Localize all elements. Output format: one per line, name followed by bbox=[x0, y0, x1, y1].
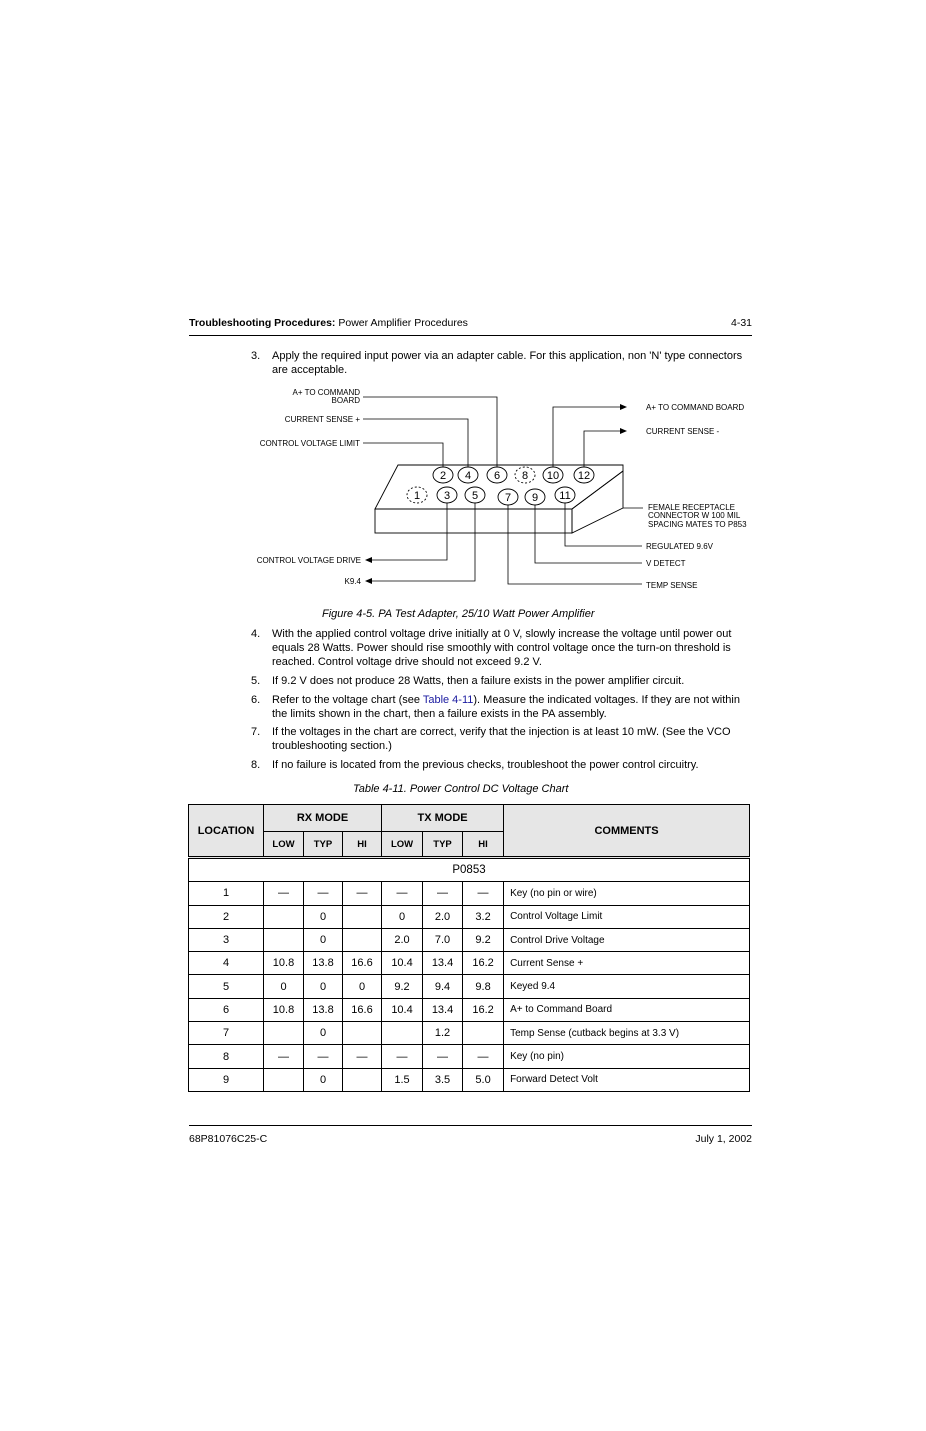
cell-rx-hi bbox=[343, 1068, 382, 1091]
cell-location: 8 bbox=[189, 1045, 264, 1068]
arrow-icon bbox=[365, 557, 372, 563]
cell-comment: Control Voltage Limit bbox=[504, 905, 750, 928]
col-rx-mode: RX MODE bbox=[264, 805, 382, 832]
cell-tx-hi: 9.8 bbox=[463, 975, 504, 998]
cell-comment: A+ to Command Board bbox=[504, 998, 750, 1021]
cell-rx-low: — bbox=[264, 882, 304, 905]
label-female-receptacle: FEMALE RECEPTACLE bbox=[648, 503, 735, 512]
label-regulated: REGULATED 9.6V bbox=[646, 542, 713, 551]
label-temp-sense: TEMP SENSE bbox=[646, 581, 698, 590]
cell-rx-typ: 13.8 bbox=[304, 998, 343, 1021]
cell-tx-typ: 9.4 bbox=[423, 975, 463, 998]
label-a-plus-right: A+ TO COMMAND BOARD bbox=[646, 403, 745, 412]
step-4 bbox=[251, 627, 746, 669]
table-row bbox=[189, 952, 750, 975]
group-label: P0853 bbox=[189, 858, 750, 882]
col-location: LOCATION bbox=[189, 805, 264, 858]
cell-tx-typ: — bbox=[423, 1045, 463, 1068]
step-8 bbox=[251, 758, 746, 772]
cell-rx-typ: 0 bbox=[304, 905, 343, 928]
cell-rx-hi bbox=[343, 905, 382, 928]
label-a-plus-left: A+ TO COMMAND bbox=[292, 388, 360, 397]
cell-location: 1 bbox=[189, 882, 264, 905]
cell-tx-hi: — bbox=[463, 882, 504, 905]
cell-rx-low: — bbox=[264, 1045, 304, 1068]
table-row bbox=[189, 1045, 750, 1068]
step-number: 8. bbox=[251, 759, 261, 771]
label-k94: K9.4 bbox=[344, 577, 361, 586]
label-control-voltage-limit: CONTROL VOLTAGE LIMIT bbox=[259, 439, 360, 448]
pin-label: 6 bbox=[493, 470, 501, 482]
voltage-chart-table bbox=[188, 804, 750, 1092]
step-text: If the voltages in the chart are correct, verify that the injection is at least 10 mW. (See the VCO troubleshooting section.) bbox=[272, 726, 731, 752]
cell-rx-typ: 0 bbox=[304, 975, 343, 998]
footer-rule bbox=[189, 1125, 752, 1126]
cell-tx-typ: 7.0 bbox=[423, 928, 463, 951]
cell-tx-hi bbox=[463, 1022, 504, 1045]
label-current-sense-minus: CURRENT SENSE - bbox=[646, 427, 720, 436]
arrow-icon bbox=[365, 578, 372, 584]
cell-location: 7 bbox=[189, 1022, 264, 1045]
cell-tx-low: — bbox=[382, 1045, 423, 1068]
leader-temp-sense bbox=[508, 505, 642, 584]
cell-rx-hi: 0 bbox=[343, 975, 382, 998]
leader-regulated bbox=[565, 503, 642, 546]
cell-rx-low bbox=[264, 1022, 304, 1045]
cell-rx-low bbox=[264, 905, 304, 928]
cell-location: 5 bbox=[189, 975, 264, 998]
label-a-plus-left-board: BOARD bbox=[331, 396, 360, 405]
table-row bbox=[189, 975, 750, 998]
table-caption: Table 4-11. Power Control DC Voltage Chart bbox=[353, 783, 569, 795]
cell-rx-typ: 0 bbox=[304, 1068, 343, 1091]
cell-rx-hi: — bbox=[343, 882, 382, 905]
step-number: 3. bbox=[251, 350, 261, 362]
table-row bbox=[189, 1068, 750, 1091]
doc-number: 68P81076C25-C bbox=[189, 1133, 268, 1145]
cell-comment: Temp Sense (cutback begins at 3.3 V) bbox=[504, 1022, 750, 1045]
table-row bbox=[189, 928, 750, 951]
leader-k94 bbox=[372, 503, 475, 581]
cell-location: 3 bbox=[189, 928, 264, 951]
cell-tx-hi: 16.2 bbox=[463, 952, 504, 975]
label-current-sense-plus: CURRENT SENSE + bbox=[284, 415, 360, 424]
pa-test-adapter-figure bbox=[250, 385, 760, 595]
cell-tx-low: 10.4 bbox=[382, 998, 423, 1021]
cell-tx-hi: — bbox=[463, 1045, 504, 1068]
pin-label: 5 bbox=[471, 490, 479, 502]
table-body bbox=[189, 882, 750, 1092]
step-number: 4. bbox=[251, 628, 261, 640]
cell-tx-hi: 16.2 bbox=[463, 998, 504, 1021]
col-rx-low: LOW bbox=[264, 832, 304, 858]
cell-rx-low bbox=[264, 1068, 304, 1091]
cell-rx-low: 10.8 bbox=[264, 952, 304, 975]
cell-rx-typ: — bbox=[304, 882, 343, 905]
cell-comment: Control Drive Voltage bbox=[504, 928, 750, 951]
cell-tx-typ: 2.0 bbox=[423, 905, 463, 928]
arrow-icon bbox=[620, 404, 627, 410]
cell-tx-low: 0 bbox=[382, 905, 423, 928]
cell-rx-low bbox=[264, 928, 304, 951]
col-comments: COMMENTS bbox=[504, 805, 750, 858]
step-6 bbox=[251, 693, 746, 721]
label-female-receptacle: SPACING MATES TO P853 bbox=[648, 520, 747, 529]
step-text: Apply the required input power via an adapter cable. For this application, non 'N' type connectors are acceptable. bbox=[272, 350, 743, 376]
pin-label: 3 bbox=[443, 490, 451, 502]
step-text: Refer to the voltage chart (see Table 4-11). Measure the indicated voltages. If they are not within the limits shown in the chart, then a failure exists in the PA assembly. bbox=[272, 694, 740, 720]
cell-tx-typ: — bbox=[423, 882, 463, 905]
cell-tx-low: 2.0 bbox=[382, 928, 423, 951]
step-number: 7. bbox=[251, 726, 261, 738]
leader-a-plus-left bbox=[363, 397, 497, 467]
cell-tx-hi: 5.0 bbox=[463, 1068, 504, 1091]
running-header-section: Troubleshooting Procedures: Power Amplifier Procedures bbox=[189, 317, 468, 329]
leader-current-sense-minus bbox=[584, 431, 620, 467]
cell-tx-low: 1.5 bbox=[382, 1068, 423, 1091]
cell-rx-typ: 0 bbox=[304, 1022, 343, 1045]
arrow-icon bbox=[620, 428, 627, 434]
cell-rx-low: 10.8 bbox=[264, 998, 304, 1021]
cell-tx-low: 10.4 bbox=[382, 952, 423, 975]
col-tx-hi: HI bbox=[463, 832, 504, 858]
cell-rx-hi: — bbox=[343, 1045, 382, 1068]
cell-comment: Key (no pin) bbox=[504, 1045, 750, 1068]
table-4-11-link[interactable]: Table 4-11 bbox=[422, 694, 474, 706]
figure-caption: Figure 4-5. PA Test Adapter, 25/10 Watt Power Amplifier bbox=[322, 608, 595, 620]
step-number: 6. bbox=[251, 694, 261, 706]
label-female-receptacle: CONNECTOR W 100 MIL bbox=[648, 511, 741, 520]
pin-label: 1 bbox=[413, 490, 421, 502]
table-row bbox=[189, 905, 750, 928]
leader-control-voltage-limit bbox=[363, 443, 443, 467]
col-tx-typ: TYP bbox=[423, 832, 463, 858]
pin-label: 12 bbox=[577, 470, 591, 482]
leader-control-voltage-drive bbox=[372, 503, 447, 560]
cell-rx-typ: 13.8 bbox=[304, 952, 343, 975]
table-row bbox=[189, 882, 750, 905]
cell-tx-hi: 9.2 bbox=[463, 928, 504, 951]
cell-comment: Forward Detect Volt bbox=[504, 1068, 750, 1091]
cell-tx-typ: 13.4 bbox=[423, 952, 463, 975]
cell-location: 6 bbox=[189, 998, 264, 1021]
table-row bbox=[189, 998, 750, 1021]
label-v-detect: V DETECT bbox=[646, 559, 686, 568]
cell-rx-typ: 0 bbox=[304, 928, 343, 951]
label-control-voltage-drive: CONTROL VOLTAGE DRIVE bbox=[256, 556, 361, 565]
pin-label: 7 bbox=[504, 492, 512, 504]
cell-comment: Current Sense + bbox=[504, 952, 750, 975]
pin-label: 9 bbox=[531, 492, 539, 504]
pin-label: 11 bbox=[559, 490, 571, 502]
cell-rx-low: 0 bbox=[264, 975, 304, 998]
page-number: 4-31 bbox=[730, 317, 752, 329]
table-group-row bbox=[189, 858, 750, 882]
step-3 bbox=[251, 349, 746, 377]
col-tx-low: LOW bbox=[382, 832, 423, 858]
table-row bbox=[189, 1022, 750, 1045]
cell-tx-low: — bbox=[382, 882, 423, 905]
cell-tx-typ: 3.5 bbox=[423, 1068, 463, 1091]
step-number: 5. bbox=[251, 675, 261, 687]
table-header-row bbox=[189, 805, 750, 832]
cell-rx-hi: 16.6 bbox=[343, 952, 382, 975]
step-7 bbox=[251, 725, 746, 753]
pin-label: 10 bbox=[546, 470, 560, 482]
header-rule bbox=[189, 335, 752, 336]
cell-rx-hi: 16.6 bbox=[343, 998, 382, 1021]
col-rx-typ: TYP bbox=[304, 832, 343, 858]
step-text: If 9.2 V does not produce 28 Watts, then a failure exists in the power amplifier circuit. bbox=[272, 675, 685, 687]
cell-rx-hi bbox=[343, 928, 382, 951]
col-tx-mode: TX MODE bbox=[382, 805, 504, 832]
leader-v-detect bbox=[535, 505, 642, 563]
step-5 bbox=[251, 674, 746, 688]
cell-tx-low: 9.2 bbox=[382, 975, 423, 998]
cell-rx-hi bbox=[343, 1022, 382, 1045]
cell-comment: Key (no pin or wire) bbox=[504, 882, 750, 905]
pin-label: 2 bbox=[439, 470, 447, 482]
cell-tx-low bbox=[382, 1022, 423, 1045]
cell-tx-typ: 13.4 bbox=[423, 998, 463, 1021]
col-rx-hi: HI bbox=[343, 832, 382, 858]
cell-comment: Keyed 9.4 bbox=[504, 975, 750, 998]
step-text: With the applied control voltage drive initially at 0 V, slowly increase the voltage until power out equals 28 Watts. Power should rise smoothly with control voltage once the turn-on threshold is reached. Control voltage drive should not exceed 9.2 V. bbox=[272, 628, 732, 668]
doc-date: July 1, 2002 bbox=[695, 1133, 752, 1145]
cell-tx-typ: 1.2 bbox=[423, 1022, 463, 1045]
pin-label: 4 bbox=[464, 470, 472, 482]
cell-location: 4 bbox=[189, 952, 264, 975]
pin-label: 8 bbox=[521, 470, 529, 482]
step-text: If no failure is located from the previous checks, troubleshoot the power control circuitry. bbox=[272, 759, 699, 771]
connector-front-face bbox=[375, 509, 572, 533]
cell-location: 9 bbox=[189, 1068, 264, 1091]
cell-rx-typ: — bbox=[304, 1045, 343, 1068]
cell-tx-hi: 3.2 bbox=[463, 905, 504, 928]
cell-location: 2 bbox=[189, 905, 264, 928]
leader-a-plus-right bbox=[553, 407, 620, 467]
